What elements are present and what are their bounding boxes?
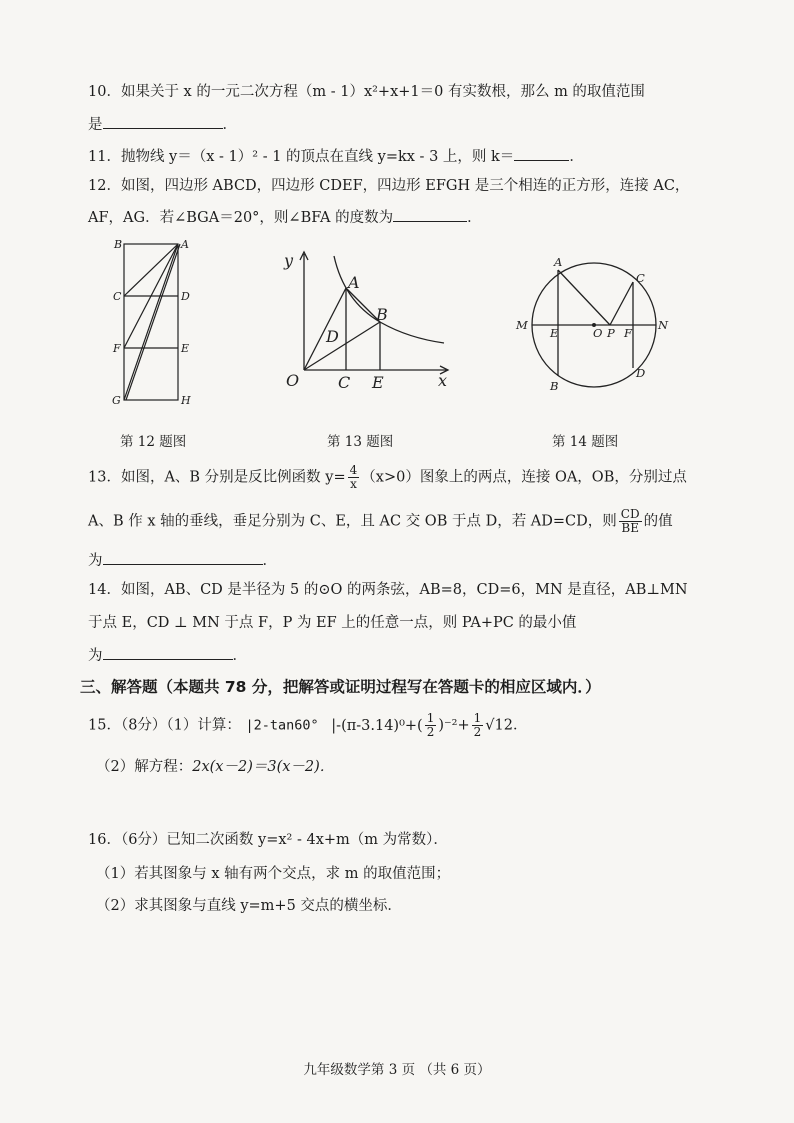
q10-suffix: ． — [222, 117, 237, 133]
fig14-label-A: A — [554, 255, 563, 269]
q15-frac2-num: 1 — [473, 711, 482, 725]
q13-ratio-num: CD — [620, 507, 640, 521]
q11-text: 11．抛物线 y＝（x - 1）² - 1 的顶点在直线 y=kx - 3 上，则 k＝ — [88, 149, 515, 165]
q13-line2-b: 的值 — [643, 513, 673, 530]
fig13-label-y: y — [284, 251, 294, 270]
q15-frac1 — [425, 712, 437, 739]
fig12-label-F: F — [113, 342, 121, 355]
fig14-label-N: N — [658, 318, 669, 332]
q13-ratio-den: BE — [621, 521, 639, 535]
q14-line3-prefix: 为 — [88, 648, 103, 664]
fig14-label-B: B — [550, 379, 559, 393]
q10-line2 — [88, 114, 237, 135]
q16-part1: （1）若其图象与 x 轴有两个交点，求 m 的取值范围； — [96, 866, 451, 882]
fig13-label-B: B — [376, 305, 388, 324]
q10-line1: 10．如果关于 x 的一元二次方程（m - 1）x²+x+1＝0 有实数根，那么 m 的取值范围 — [88, 84, 645, 100]
q13-line3 — [88, 550, 277, 571]
q13-line2-a: A、B 作 x 轴的垂线，垂足分别为 C、E，且 AC 交 OB 于点 D，若 AD=CD，则 — [88, 513, 617, 530]
q14-line3 — [88, 645, 247, 666]
fig12-label-C: C — [113, 290, 122, 303]
q13-line1 — [88, 464, 687, 491]
q13-frac-den: x — [350, 477, 357, 491]
q15-expr-c: )⁻²+ — [438, 717, 470, 734]
q16-intro: 16．（6分）已知二次函数 y=x² - 4x+m（m 为常数）． — [88, 832, 448, 848]
q16-part2: （2）求其图象与直线 y=m+5 交点的横坐标． — [96, 898, 402, 914]
q11-suffix: ． — [569, 149, 584, 165]
figure-13 — [278, 246, 456, 396]
q10-answer-blank[interactable] — [103, 114, 223, 129]
q15-part2-equation: 2x(x－2)＝3(x－2)． — [192, 759, 335, 775]
q15-frac2 — [472, 712, 484, 739]
q12-suffix: ． — [467, 210, 482, 226]
q15-part2-label: （2）解方程： — [96, 759, 193, 775]
q13-line1-b: （x>0）图象上的两点，连接 OA，OB，分别过点 — [361, 469, 687, 486]
q15-frac1-den: 2 — [426, 725, 435, 739]
q14-line1: 14．如图，AB、CD 是半径为 5 的⊙O 的两条弦，AB=8，CD=6，MN 是直径，AB⊥MN — [88, 582, 688, 598]
fig14-label-E: E — [550, 326, 559, 340]
q12-text: AF，AG．若∠BGA＝20°，则∠BFA 的度数为 — [88, 210, 394, 226]
q13-frac-num: 4 — [349, 463, 358, 477]
q14-line2: 于点 E，CD ⊥ MN 于点 F，P 为 EF 上的任意一点，则 PA+PC 的最小值 — [88, 615, 577, 631]
q13-line1-a: 13．如图，A、B 分别是反比例函数 y= — [88, 469, 346, 486]
figure-12 — [106, 232, 206, 410]
fig14-label-O: O — [593, 326, 603, 340]
q15-frac2-den: 2 — [473, 725, 482, 739]
q13-line2 — [88, 508, 673, 535]
q15-expr-d: √12． — [485, 717, 528, 734]
q11-answer-blank[interactable] — [514, 146, 569, 161]
fig13-label-O: O — [286, 371, 300, 390]
q13-answer-blank[interactable] — [103, 550, 263, 565]
q15-part2 — [96, 757, 334, 777]
fig12-label-B: B — [114, 238, 123, 251]
fig13-caption: 第 13 题图 — [327, 434, 394, 450]
q15-part1-label: 15．（8分）（1）计算： — [88, 717, 241, 734]
fig12-label-E: E — [181, 342, 190, 355]
fig12-caption: 第 12 题图 — [120, 434, 187, 450]
q11-line — [88, 146, 584, 167]
fig14-label-D: D — [636, 366, 646, 380]
fig14-caption: 第 14 题图 — [552, 434, 619, 450]
section3-title: 三、解答题（本题共 78 分，把解答或证明过程写在答题卡的相应区域内．） — [80, 678, 601, 696]
q14-line3-suffix: ． — [232, 648, 247, 664]
q13-ratio-fraction — [619, 508, 642, 535]
fig13-label-x: x — [438, 371, 448, 390]
fig14-label-P: P — [607, 326, 615, 340]
fig14-label-F: F — [624, 326, 632, 340]
q13-line3-prefix: 为 — [88, 553, 103, 569]
fig14-label-C: C — [636, 271, 645, 285]
q15-frac1-num: 1 — [426, 711, 435, 725]
fig13-label-E: E — [372, 373, 384, 392]
q15-part1 — [88, 712, 527, 739]
figure-14 — [506, 250, 676, 400]
fig12-label-G: G — [112, 394, 121, 407]
fig12-label-D: D — [181, 290, 190, 303]
q13-function-fraction — [348, 464, 360, 491]
page-footer: 九年级数学第 3 页 （共 6 页） — [303, 1062, 491, 1078]
q15-expr-b: |-(π-3.14)⁰+( — [331, 717, 423, 734]
fig13-label-D: D — [326, 327, 339, 346]
fig12-label-A: A — [181, 238, 189, 251]
fig13-label-A: A — [348, 273, 360, 292]
q12-line2 — [88, 207, 482, 228]
fig14-label-M: M — [516, 318, 528, 332]
q15-expr-a: |2-tan60° — [245, 717, 319, 734]
q12-answer-blank[interactable] — [393, 207, 467, 222]
q10-prefix: 是 — [88, 117, 103, 133]
q14-answer-blank[interactable] — [103, 645, 233, 660]
q13-line3-suffix: ． — [262, 553, 277, 569]
fig13-label-C: C — [338, 373, 351, 392]
fig12-label-H: H — [181, 394, 191, 407]
q12-line1: 12．如图，四边形 ABCD，四边形 CDEF，四边形 EFGH 是三个相连的正方形，连接 AC， — [88, 178, 690, 194]
